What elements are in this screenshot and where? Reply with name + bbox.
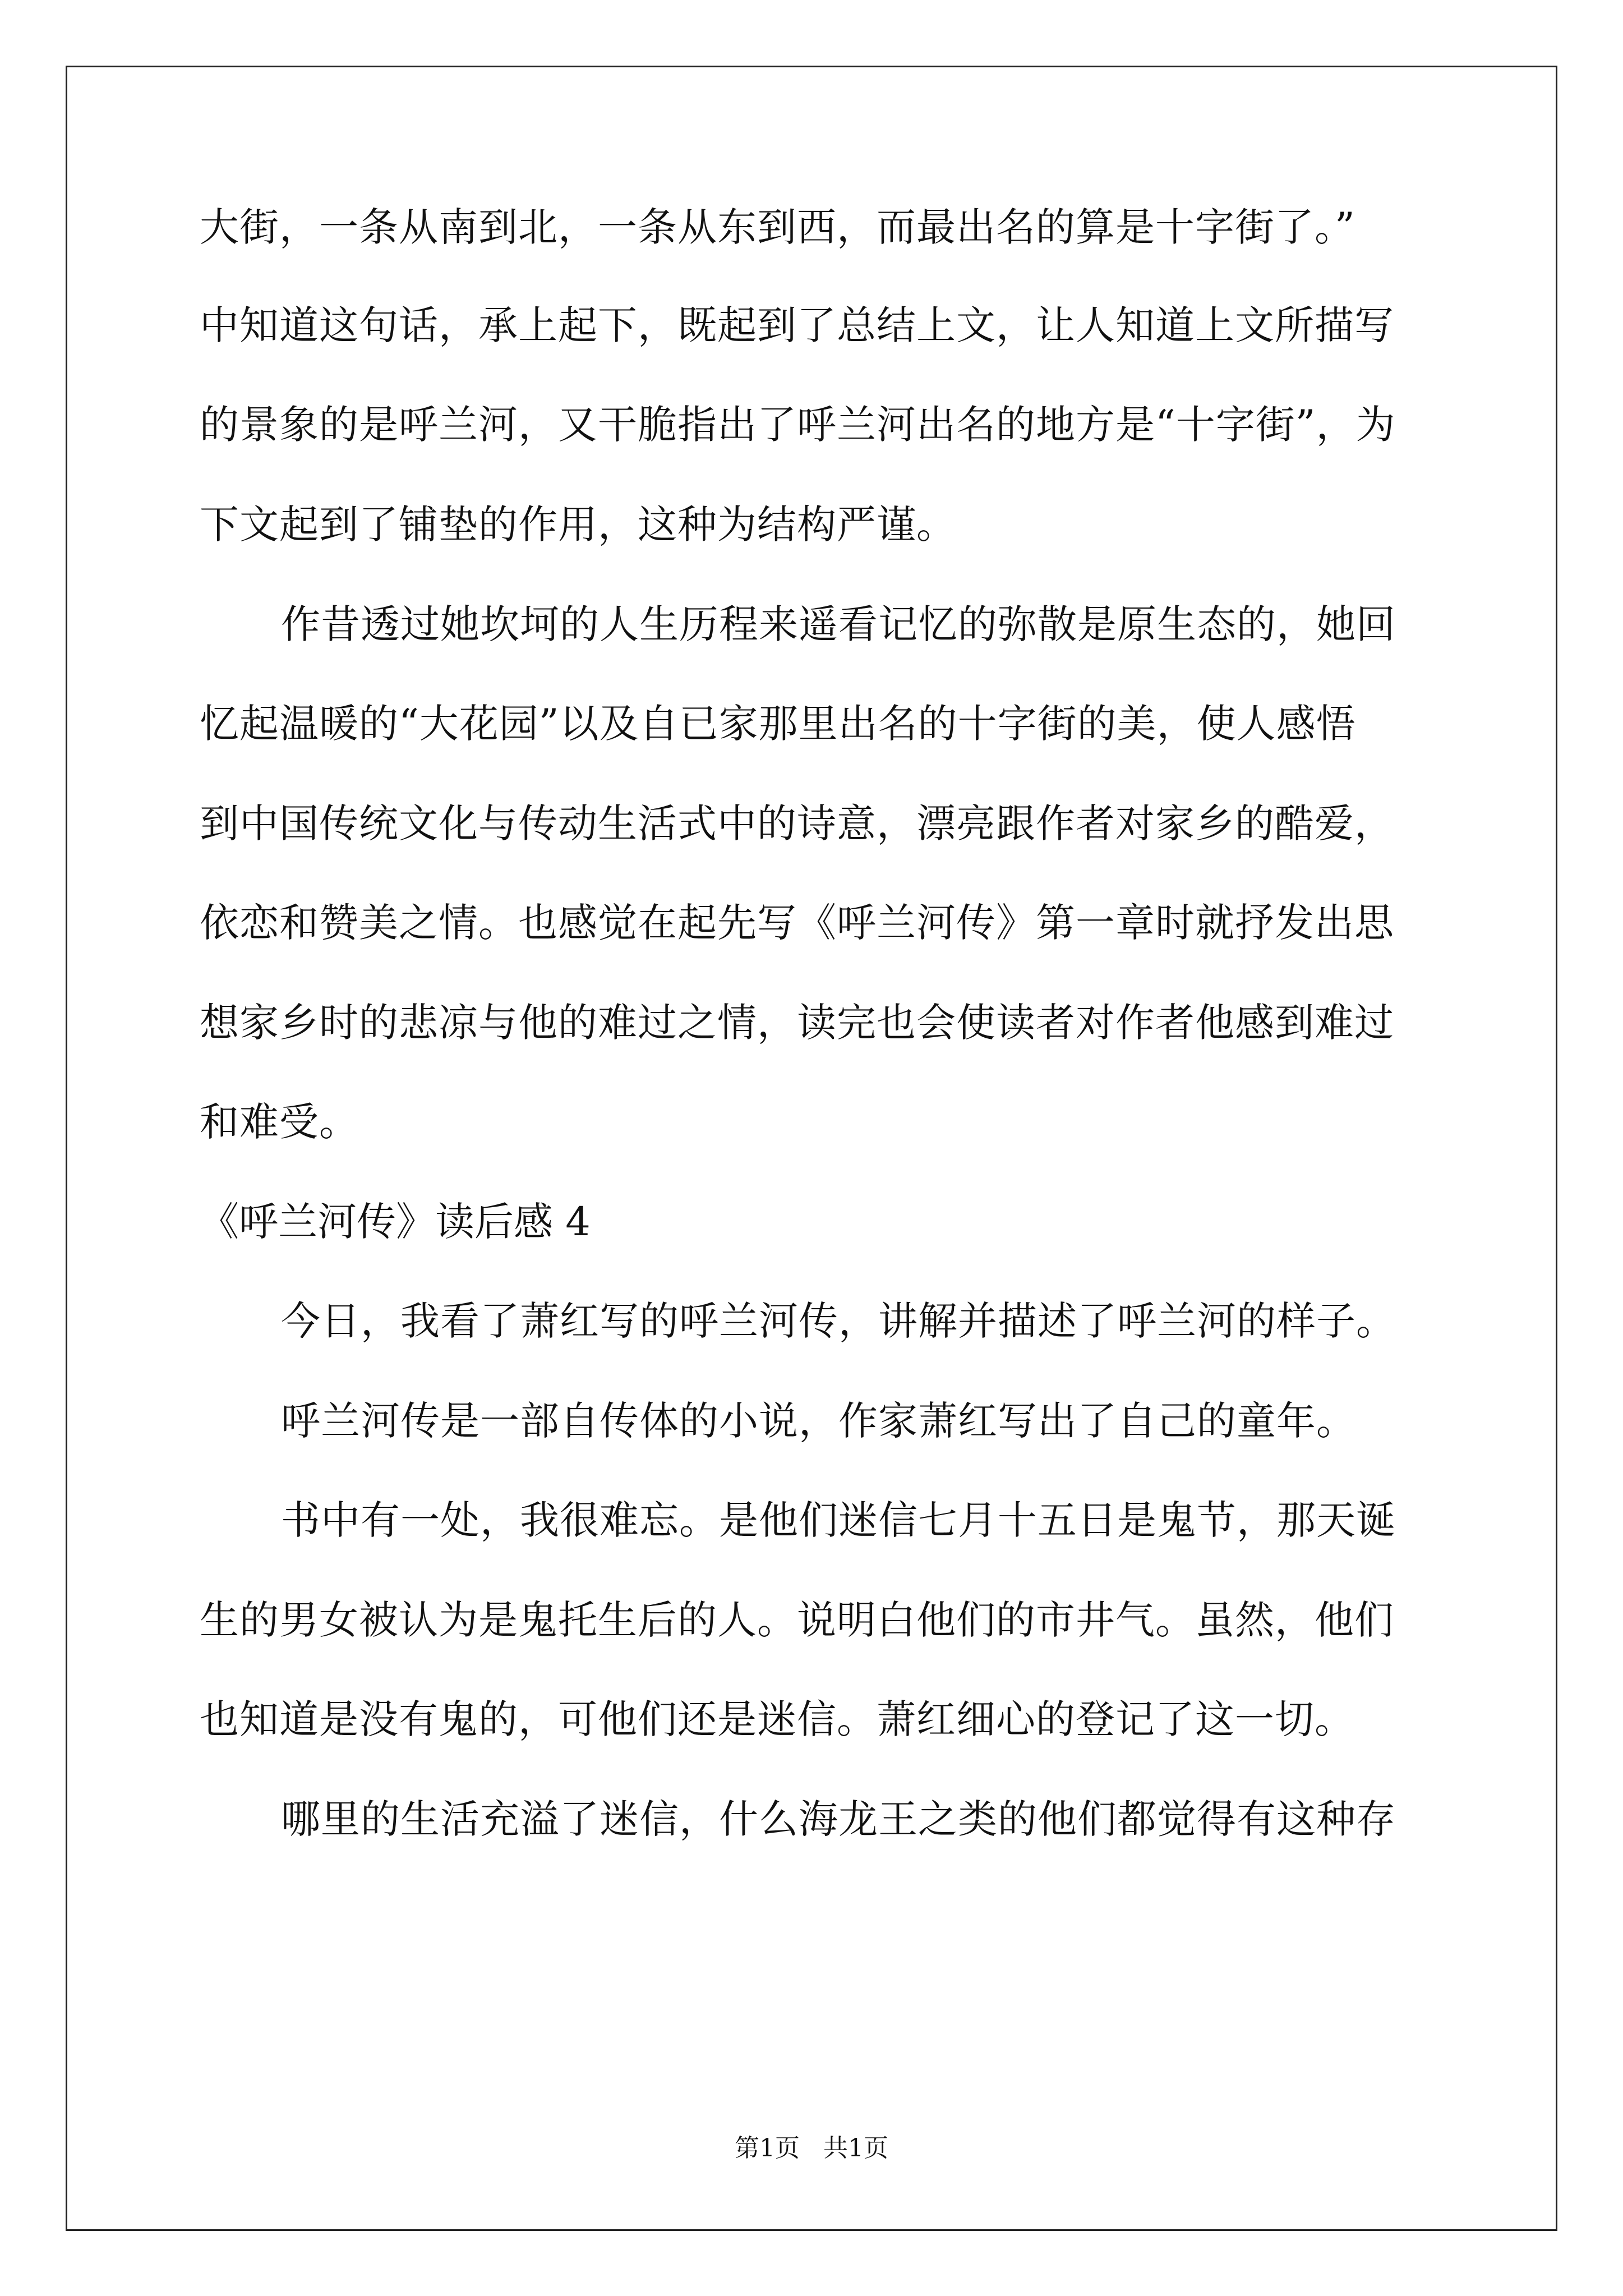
text-line: 大街，一条从南到北，一条从东到西，而最出名的算是十字街了。”	[200, 204, 1355, 250]
text-line: 和难受。	[200, 1099, 359, 1145]
page-footer: 第1页 共1页	[735, 2134, 888, 2162]
text-line: 依恋和赞美之情。也感觉在起先写《呼兰河传》第一章时就抒发出思	[200, 900, 1394, 946]
section-heading: 《呼兰河传》读后感 4	[200, 1199, 591, 1245]
text-line: 下文起到了铺垫的作用，这种为结构严谨。	[200, 501, 956, 547]
text-line: 的景象的是呼兰河，又干脆指出了呼兰河出名的地方是“十字街”，为	[200, 402, 1396, 448]
paragraph-first-line: 书中有一处，我很难忘。是他们迷信七月十五日是鬼节，那天诞	[281, 1497, 1396, 1543]
paragraph-first-line: 作昔透过她坎坷的人生历程来遥看记忆的弥散是原生态的，她回	[281, 601, 1396, 647]
text-line: 想家乡时的悲凉与他的难过之情，读完也会使读者对作者他感到难过	[200, 1000, 1394, 1046]
page-border	[66, 66, 1557, 2231]
paragraph-first-line: 今日，我看了萧红写的呼兰河传，讲解并描述了呼兰河的样子。	[281, 1298, 1396, 1344]
text-line: 生的男女被认为是鬼托生后的人。说明白他们的市井气。虽然，他们	[200, 1597, 1394, 1643]
text-line: 到中国传统文化与传动生活式中的诗意，漂亮跟作者对家乡的酷爱，	[200, 800, 1394, 846]
text-line: 中知道这句话，承上起下，既起到了总结上文，让人知道上文所描写	[200, 302, 1394, 348]
text-line: 也知道是没有鬼的，可他们还是迷信。萧红细心的登记了这一切。	[200, 1696, 1354, 1742]
paragraph-first-line: 哪里的生活充溢了迷信，什么海龙王之类的他们都觉得有这种存	[281, 1796, 1396, 1842]
text-line: 忆起温暖的“大花园”以及自已家那里出名的十字街的美，使人感悟	[200, 701, 1356, 747]
paragraph-first-line: 呼兰河传是一部自传体的小说，作家萧红写出了自己的童年。	[281, 1398, 1356, 1444]
